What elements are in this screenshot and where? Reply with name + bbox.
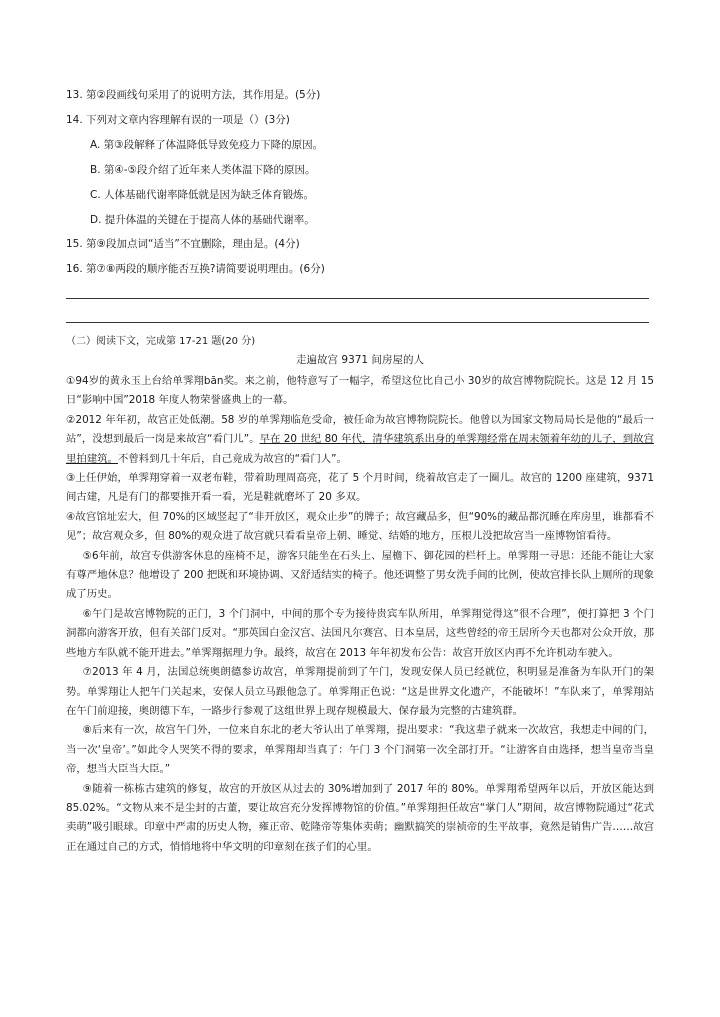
paragraph-1: ①94岁的黄永玉上台给单霁翔bān奖。来之前，他特意写了一幅字，希望这位比自己小 30岁的故宫博物院院长。这是 12 月 15 日“影响中国”2018 年度人物荣誉盛典上的一幕。 <box>66 375 654 407</box>
question-14: 14. 下列对文章内容理解有误的一项是（）(3分) <box>66 114 290 126</box>
paragraph-8: ⑧后来有一次，故宫午门外，一位来自东北的老大爷认出了单霁翔，提出要求：“我这辈子就来一次故宫，我想走中间的门，当一次‘皇帝’。”如此令人哭笑不得的要求，单霁翔却当真了：午门 3 个门洞第一次全部打开。“让游客自由选择，想当皇帝当皇帝，想当大臣当大臣。” <box>66 724 654 776</box>
question-14-option-c: C. 人体基础代谢率降低就是因为缺乏体育锻炼。 <box>90 189 315 201</box>
question-15: 15. 第⑨段加点词“适当”不宜删除，理由是。(4分) <box>66 238 300 250</box>
question-14-option-b: B. 第④-⑤段介绍了近年来人类体温下降的原因。 <box>90 164 316 176</box>
question-14-option-a: A. 第③段解释了体温降低导致免疫力下降的原因。 <box>90 139 324 151</box>
paragraph-4: ④故宫馆址宏大，但 70%的区域竖起了“非开放区，观众止步”的牌子；故宫藏品多，但“90%的藏品都沉睡在库房里，谁都看不见”；故宫观众多，但 80%的观众进了故宫就只看看皇帝上朝、睡觉、结婚的地方，压根儿没把故宫当一座博物馆看待。 <box>66 510 654 543</box>
question-14-option-d: D. 提升体温的关键在于提高人体的基础代谢率。 <box>90 214 315 226</box>
paragraph-2-tail: 不曾料到几十年后，自己竟成为故宫的“看门人”。 <box>117 452 347 465</box>
answer-line <box>66 322 649 323</box>
section-heading: （二）阅读下文，完成第 17-21 题(20 分) <box>66 336 256 347</box>
article-body <box>66 372 654 857</box>
paragraph-5: ⑤6年前，故宫专供游客休息的座椅不足，游客只能坐在石头上、屋檐下、御花园的栏杆上。单霁翔一寻思：还能不能让大家有尊严地休息？他增设了 200 把既和环境协调、又舒适结实的椅子。他还调整了男女洗手间的比例，使故宫排长队上厕所的现象成了历史。 <box>66 549 654 601</box>
question-13: 13. 第②段画线句采用了的说明方法，其作用是。(5分) <box>66 89 321 101</box>
question-16: 16. 第⑦⑧两段的顺序能否互换?请简要说明理由。(6分) <box>66 263 325 275</box>
paragraph-7: ⑦2013 年 4 月，法国总统奥朗德参访故宫，单霁翔提前到了午门，发现安保人员已经就位，积明显是准备为车队开门的架势。单霁翔让人把午门关起来，安保人员立马跟他急了。单霁翔正色说：“这是世界文化遗产，不能破坏！”车队来了，单霁翔站在午门前迎接，奥朗德下车，一路步行参观了这组世界上现存规模最大、保存最为完整的古建筑群。 <box>66 666 654 717</box>
paragraph-3: ③上任伊始，单霁翔穿着一双老布鞋，带着助理周高亮，花了 5 个月时间，绕着故宫走了一圈儿。故宫的 1200 座建筑，9371 间古建，凡是有门的都要推开看一看，光是鞋就磨坏了 20 多双。 <box>66 472 654 504</box>
answer-line <box>66 298 649 299</box>
paragraph-2 <box>66 411 654 469</box>
paragraph-2-lead: ②2012 年年初，故宫正处低潮。58 岁的单霁翔临危受命，被任命为故宫博物院院长。他曾以为国家文物局局长是他的“最后一站”，没想到最后一岗是来故宫“看门儿”。 <box>66 413 654 446</box>
article-title: 走遍故宫 9371 间房屋的人 <box>296 354 424 366</box>
paragraph-9: ⑨随着一栋栋古建筑的修复，故宫的开放区从过去的 30%增加到了 2017 年的 80%。单霁翔希望两年以后，开放区能达到 85.02%。“文物从来不是尘封的古董，要让故宫充分发挥博物馆的价值。”单霁翔担任故宫“掌门人”期间，故宫博物院通过“花式卖萌”吸引眼球。印章中严肃的历史人物，雍正帝、乾隆帝等集体卖萌；幽默搞笑的崇祯帝的生平故事，竟然是销售广告……故宫正在通过自己的方式，悄悄地将中华文明的印章刻在孩子们的心里。 <box>66 782 654 853</box>
paragraph-6: ⑥午门是故宫博物院的正门，3 个门洞中，中间的那个专为接待贵宾车队所用，单霁翔觉得这“很不合理”，便打算把 3 个门洞都向游客开放，但有关部门反对。“那英国白金汉宫、法国凡尔赛宫、日本皇居，这些曾经的帝王居所今天也都对公众开放，那些地方车队就不能开进去。”单霁翔据理力争。最终，故宫在 2013 年年初发布公告：故宫开放区内再不允许机动车驶入。 <box>66 607 654 659</box>
underlined-sentence: 早在 20 世纪 80 年代，清华建筑系出身的单霁翔经常在周末领着年幼的儿子，到故宫里拍建筑。 <box>66 433 654 465</box>
